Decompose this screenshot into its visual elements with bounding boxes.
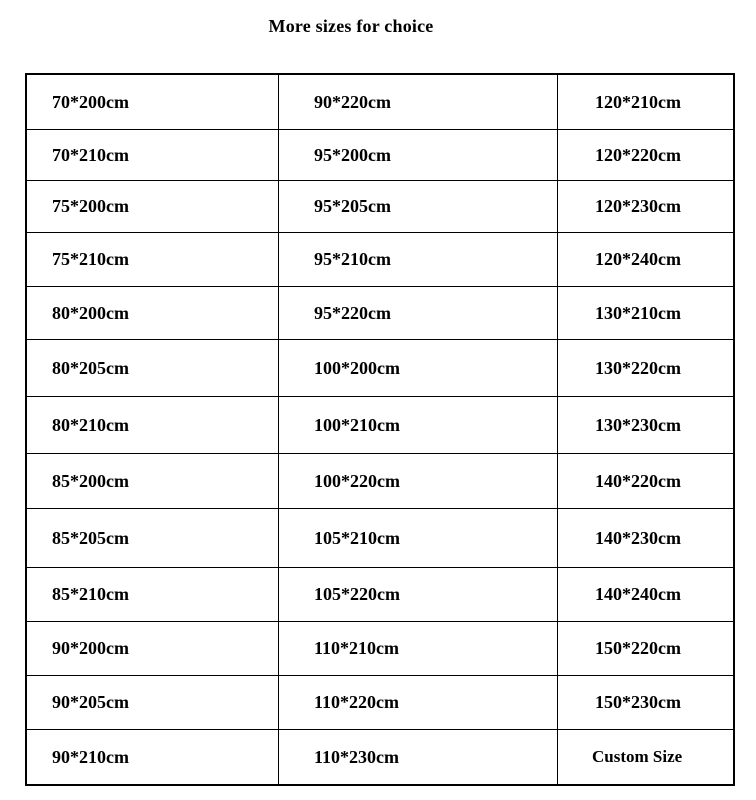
- size-cell: 95*210cm: [279, 232, 558, 286]
- table-row: [26, 286, 734, 339]
- size-cell: 120*220cm: [558, 129, 735, 180]
- size-table: [25, 73, 735, 786]
- table-row: [26, 129, 734, 180]
- size-cell: 90*200cm: [26, 621, 279, 675]
- size-cell: 95*220cm: [279, 286, 558, 339]
- size-cell: 140*230cm: [558, 508, 735, 567]
- table-row: [26, 621, 734, 675]
- size-cell: 95*200cm: [279, 129, 558, 180]
- size-cell: 100*210cm: [279, 396, 558, 453]
- table-row: [26, 180, 734, 232]
- size-cell: 150*220cm: [558, 621, 735, 675]
- size-cell: 85*200cm: [26, 453, 279, 508]
- size-cell: 100*220cm: [279, 453, 558, 508]
- table-row: [26, 396, 734, 453]
- table-row: [26, 453, 734, 508]
- size-cell: 130*230cm: [558, 396, 735, 453]
- size-cell: 85*210cm: [26, 567, 279, 621]
- table-row: [26, 729, 734, 785]
- size-cell: 130*220cm: [558, 339, 735, 396]
- size-cell: 105*220cm: [279, 567, 558, 621]
- size-cell: 140*220cm: [558, 453, 735, 508]
- size-cell: 100*200cm: [279, 339, 558, 396]
- table-row: [26, 675, 734, 729]
- size-cell: 70*210cm: [26, 129, 279, 180]
- table-row: [26, 567, 734, 621]
- size-cell: 110*230cm: [279, 729, 558, 785]
- size-cell: 140*240cm: [558, 567, 735, 621]
- size-cell: 105*210cm: [279, 508, 558, 567]
- size-cell: 150*230cm: [558, 675, 735, 729]
- size-cell: 110*220cm: [279, 675, 558, 729]
- size-cell: 90*210cm: [26, 729, 279, 785]
- table-row: [26, 74, 734, 129]
- size-cell: 120*240cm: [558, 232, 735, 286]
- size-cell: 85*205cm: [26, 508, 279, 567]
- size-cell: 120*230cm: [558, 180, 735, 232]
- size-cell: 75*200cm: [26, 180, 279, 232]
- size-cell: 110*210cm: [279, 621, 558, 675]
- size-cell: 120*210cm: [595, 91, 681, 112]
- size-cell: 80*205cm: [26, 339, 279, 396]
- size-cell: 90*205cm: [26, 675, 279, 729]
- size-cell: 95*205cm: [279, 180, 558, 232]
- size-table-body: [26, 74, 734, 785]
- custom-size-cell: Custom Size: [558, 729, 735, 785]
- table-row: [26, 232, 734, 286]
- size-cell: 70*200cm: [26, 74, 279, 129]
- size-cell: 80*210cm: [26, 396, 279, 453]
- page-title: More sizes for choice: [268, 16, 434, 36]
- size-cell: 80*200cm: [26, 286, 279, 339]
- size-cell: 130*210cm: [558, 286, 735, 339]
- size-cell: 90*220cm: [279, 74, 558, 129]
- size-cell: 75*210cm: [26, 232, 279, 286]
- table-row: [26, 508, 734, 567]
- table-row: [26, 339, 734, 396]
